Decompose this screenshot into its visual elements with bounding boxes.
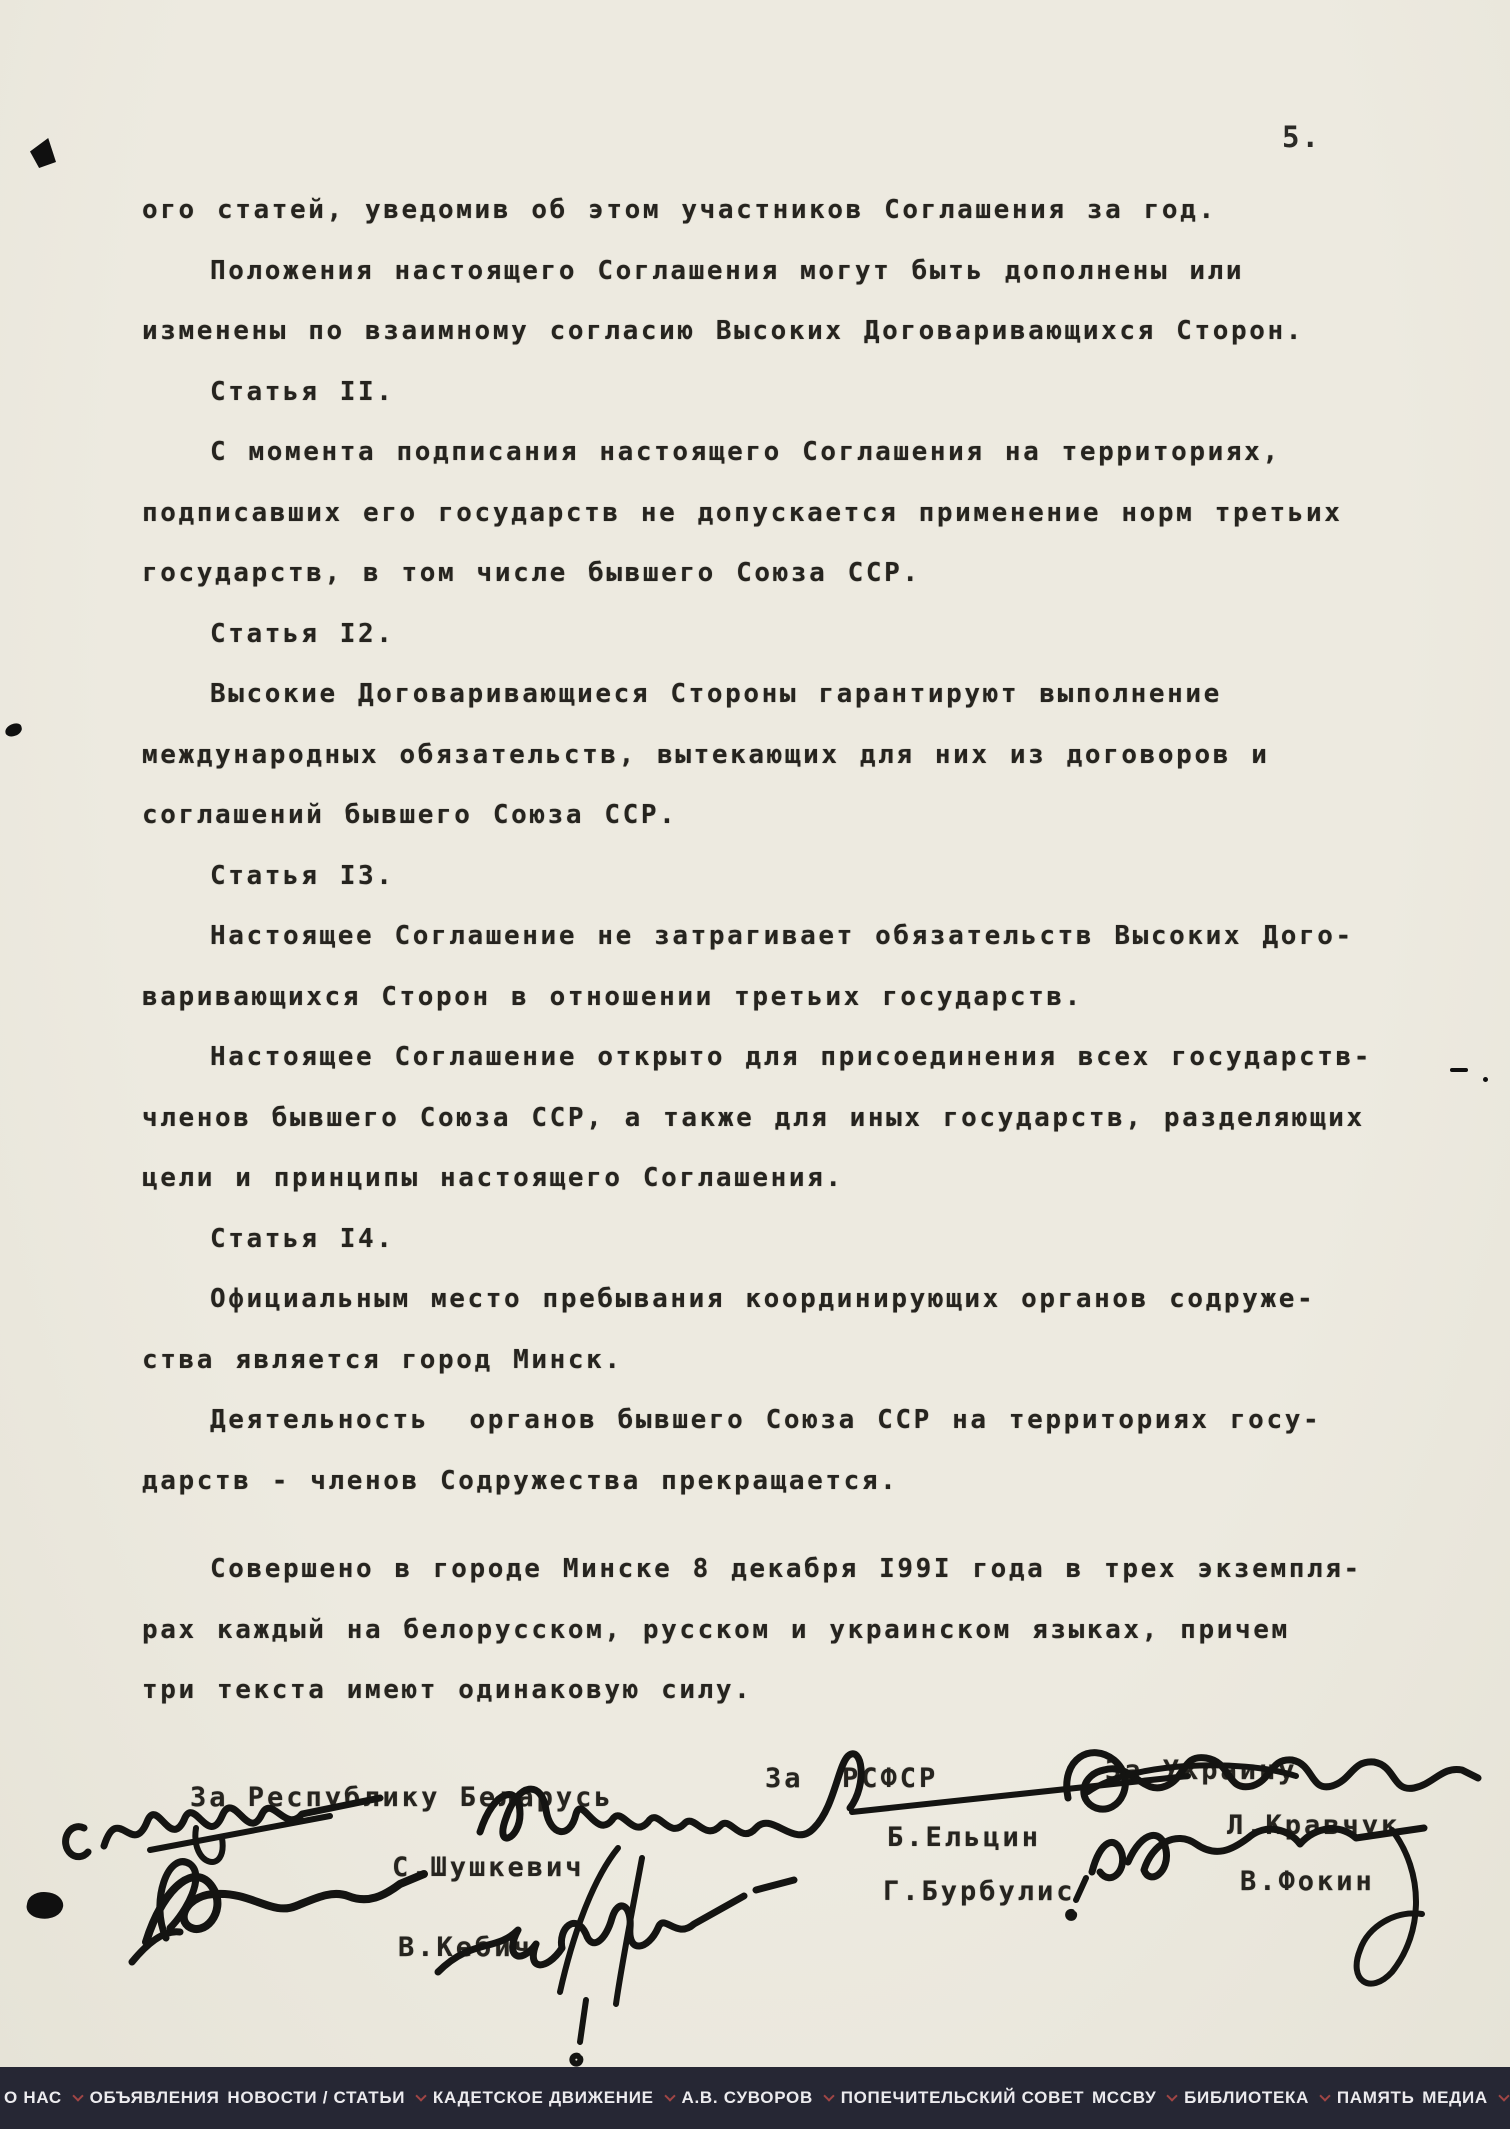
document-line: ства является город Минск.: [142, 1344, 623, 1375]
signer-name-kravchuk: Л.Кравчук: [1227, 1810, 1401, 1841]
nav-item-1[interactable]: [90, 2088, 220, 2108]
document-line: цели и принципы настоящего Соглашения.: [142, 1163, 844, 1193]
nav-item-label: БИБЛИОТЕКА: [1184, 2088, 1310, 2107]
document-line: членов бывшего Союза ССР, а также для иных государств, разделяющих: [142, 1102, 1365, 1133]
chevron-down-icon: [72, 2090, 83, 2101]
document-line: Настоящее Соглашение не затрагивает обязательств Высоких Дого-: [210, 921, 1354, 951]
nav-item-5[interactable]: [841, 2088, 1085, 2108]
bottom-nav: [0, 2067, 1510, 2129]
nav-item-label: ПАМЯТЬ: [1336, 2088, 1415, 2107]
chevron-down-icon: [823, 2090, 834, 2101]
signer-name-burbulis: Г.Бурбулис: [883, 1876, 1076, 1907]
nav-item-label: О НАС: [4, 2088, 62, 2107]
nav-item-label: НОВОСТИ / СТАТЬИ: [227, 2088, 406, 2107]
signer-name-kebich: В.Кебич: [398, 1932, 533, 1963]
nav-item-label: ПОПЕЧИТЕЛЬСКИЙ СОВЕТ: [840, 2088, 1085, 2107]
document-line: ого статей, уведомив об этом участников Соглашения за год.: [142, 195, 1217, 225]
document-line: Положения настоящего Соглашения могут быть дополнены или: [210, 255, 1245, 286]
signature-header-ukraine: За Украину: [1105, 1755, 1298, 1786]
chevron-down-icon: [1319, 2090, 1330, 2101]
document-line: изменены по взаимному согласию Высоких Договаривающихся Сторон.: [142, 316, 1304, 346]
nav-item-8[interactable]: [1337, 2088, 1415, 2108]
document-line: Высокие Договаривающиеся Стороны гарантируют выполнение: [210, 679, 1222, 709]
document-line: Настоящее Соглашение открыто для присоединения всех государств-: [210, 1042, 1372, 1072]
document-line: Официальным место пребывания координирующих органов содруже-: [210, 1284, 1316, 1314]
document-line: соглашений бывшего Союза ССР.: [142, 800, 678, 830]
chevron-down-icon: [1167, 2090, 1178, 2101]
signature-burbulis: [438, 1880, 794, 1972]
stray-pen-mark: [1450, 1068, 1468, 1072]
signature-kravchuk: [1067, 1753, 1478, 1809]
signature-yeltsin: [480, 1754, 861, 1838]
nav-item-3[interactable]: [433, 2088, 674, 2108]
signature-header-rsfsr: За РСФСР: [765, 1763, 939, 1794]
paper-speck: [4, 722, 24, 738]
document-line: Статья I2.: [210, 618, 395, 649]
chevron-down-icon: [1498, 2090, 1509, 2101]
nav-item-label: А.В. СУВОРОВ: [681, 2088, 813, 2107]
nav-item-4[interactable]: [681, 2088, 832, 2108]
document-line: дарств - членов Содружества прекращается.: [142, 1465, 899, 1496]
document-line: Статья I4.: [210, 1223, 395, 1254]
signer-name-shushkevich: С.Шушкевич: [392, 1852, 585, 1883]
document-line: варивающихся Сторон в отношении третьих государств.: [142, 981, 1083, 1012]
signature-header-belarus: За Республику Беларусь: [190, 1782, 614, 1813]
document-line: международных обязательств, вытекающих для них из договоров и: [142, 739, 1270, 770]
nav-item-6[interactable]: [1092, 2088, 1176, 2108]
signer-name-yeltsin: Б.Ельцин: [887, 1822, 1042, 1853]
page-number: 5.: [1282, 120, 1321, 154]
document-line: С момента подписания настоящего Соглашения на территориях,: [210, 437, 1281, 467]
handwritten-signatures: [0, 1700, 1510, 2067]
nav-item-label: ОБЪЯВЛЕНИЯ: [89, 2088, 220, 2107]
document-line: Деятельность органов бывшего Союза ССР на территориях госу-: [210, 1405, 1322, 1435]
stray-pen-mark: [1483, 1077, 1488, 1082]
nav-item-label: КАДЕТСКОЕ ДВИЖЕНИЕ: [432, 2088, 654, 2107]
document-lines: [142, 180, 1432, 1721]
document-line: государств, в том числе бывшего Союза ССР.: [142, 558, 921, 588]
signer-name-fokin: В.Фокин: [1240, 1866, 1375, 1897]
document-line: три текста имеют одинаковую силу.: [142, 1675, 753, 1705]
nav-item-2[interactable]: [227, 2088, 425, 2108]
document-line: Совершено в городе Минске 8 декабря I99I года в трех экземпля-: [210, 1554, 1362, 1584]
nav-item-label: МЕДИА: [1422, 2088, 1488, 2107]
nav-item-7[interactable]: [1184, 2088, 1329, 2108]
nav-item-0[interactable]: [4, 2088, 82, 2108]
document-line: подписавших его государств не допускается применение норм третьих: [142, 497, 1343, 528]
signature-fokin: [1092, 1828, 1424, 1878]
document-line: рах каждый на белорусском, русском и украинском языках, причем: [142, 1614, 1290, 1645]
chevron-down-icon: [416, 2090, 427, 2101]
paper-speck: [30, 138, 56, 168]
document-line: Статья II.: [210, 376, 395, 407]
document-line: Статья I3.: [210, 860, 395, 891]
nav-item-label: МССВУ: [1091, 2088, 1157, 2107]
chevron-down-icon: [664, 2090, 675, 2101]
nav-item-9[interactable]: [1422, 2088, 1508, 2108]
